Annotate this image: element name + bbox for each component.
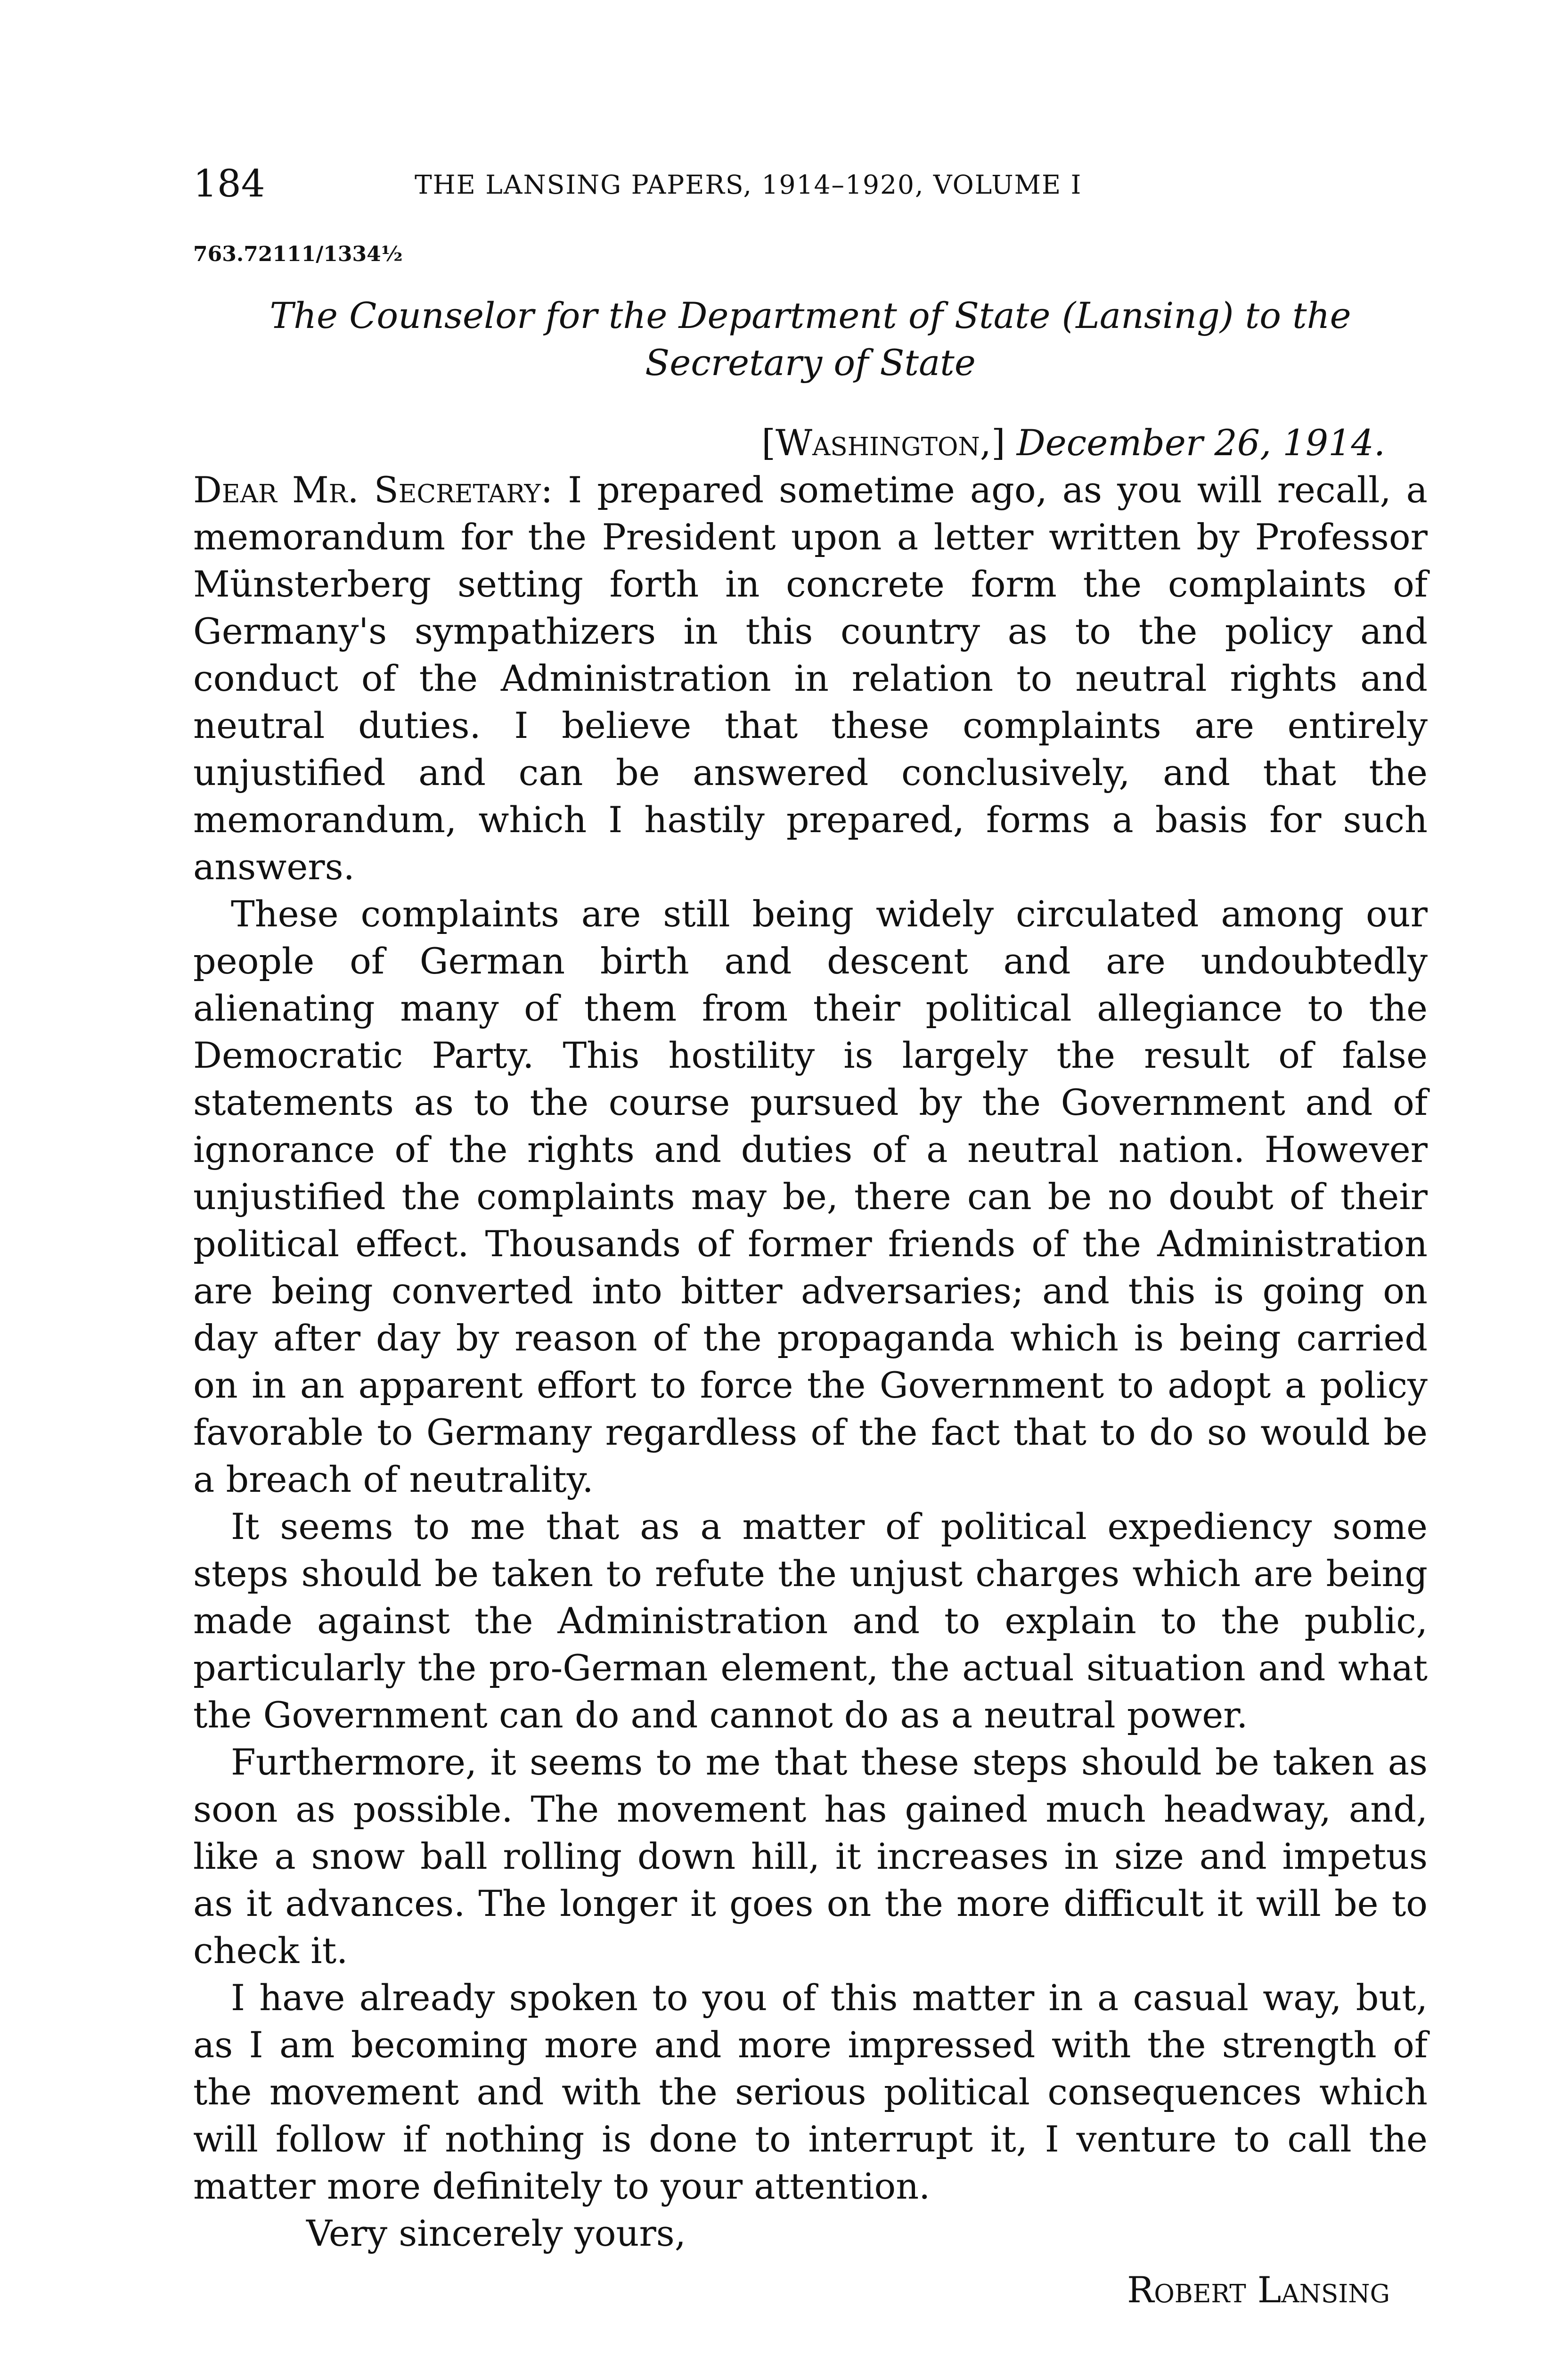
paragraph-text: I prepared sometime ago, as you will recall, a memorandum for the President upon a letter written by Professor Münsterberg setting forth in concrete form the complaints of Germany's sympathizers in this country as to the policy and conduct of the Administration in relation to neutral rights and neutral duties. I believe that these complaints are entirely unjustified and can be answered conclusively, and that the memorandum, which I hastily prepared, forms a basis for such answers. [193, 469, 1428, 888]
dateline-place: [Washington,] [761, 422, 1005, 464]
page-number: 184 [193, 162, 265, 205]
dateline [193, 419, 1428, 466]
body-paragraph: It seems to me that as a matter of political expediency some steps should be taken to refute the unjust charges which are being made against the Administration and to explain to the public, particularly the pro-German element, the actual situation and what the Government can do and cannot do as a neutral power. [193, 1505, 1428, 1736]
dateline-date: December 26, 1914. [1016, 422, 1385, 464]
salutation: Dear Mr. Secretary: [193, 469, 553, 511]
document-heading: The Counselor for the Department of State (Lansing) to the Secretary of State [270, 294, 1351, 384]
document-page [193, 160, 1428, 2314]
signature: Robert Lansing [1127, 2269, 1390, 2311]
file-number: 763.72111/1334½ [193, 242, 403, 266]
running-header [193, 160, 1428, 212]
complimentary-close: Very sincerely yours, [306, 2212, 686, 2254]
running-title: THE LANSING PAPERS, 1914–1920, VOLUME I [415, 170, 1082, 200]
body-paragraph: These complaints are still being widely circulated among our people of German birth and descent and are undoubtedly alienating many of them from their political allegiance to the Democratic Party. This hostility is largely the result of false statements as to the course pursued by the Government and of ignorance of the rights and duties of a neutral nation. However unjustified the complaints may be, there can be no doubt of their political effect. Thousands of former friends of the Administration are being converted into bitter adversaries; and this is going on day after day by reason of the propaganda which is being carried on in an apparent effort to force the Government to adopt a policy favorable to Germany regardless of the fact that to do so would be a breach of neutrality. [193, 893, 1428, 1500]
body-paragraph: I have already spoken to you of this matter in a casual way, but, as I am becoming more and more impressed with the strength of the movement and with the serious political consequences which will follow if nothing is done to interrupt it, I venture to call the matter more definitely to your attention. [193, 1977, 1428, 2207]
body-paragraph: Furthermore, it seems to me that these steps should be taken as soon as possible. The movement has gained much headway, and, like a snow ball rolling down hill, it increases in size and impetus as it advances. The longer it goes on the more difficult it will be to check it. [193, 1741, 1428, 1972]
body-paragraph [193, 466, 1428, 891]
